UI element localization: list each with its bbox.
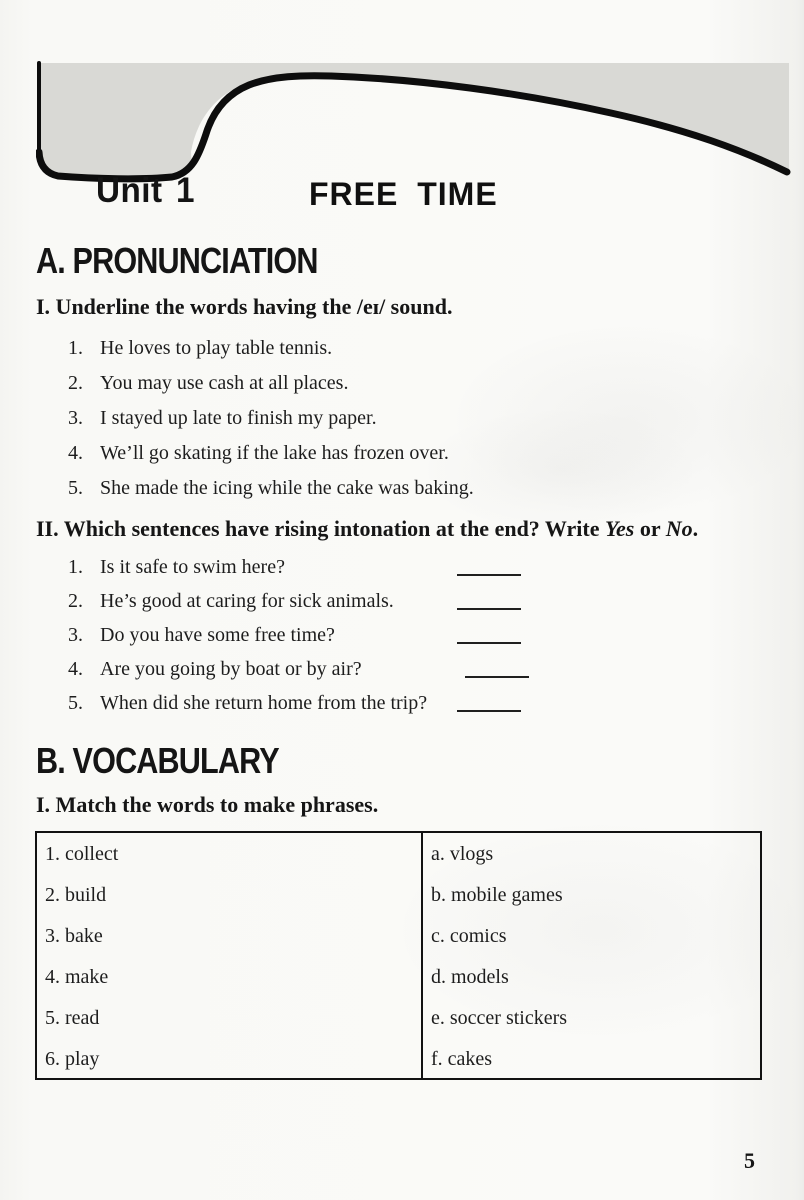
item-number: 1. (68, 337, 83, 359)
match-cell: 4. make (45, 966, 109, 988)
unit-title: FREE TIME (309, 176, 498, 212)
item-number: 5. (68, 477, 83, 499)
list-item (36, 443, 636, 464)
match-cell: 6. play (45, 1048, 100, 1070)
item-number: 4. (68, 658, 83, 680)
item-number: 2. (68, 590, 83, 612)
match-cell: d. models (431, 966, 509, 988)
exercise-a2-title (36, 516, 698, 541)
list-item (36, 478, 636, 499)
or-word: or (639, 516, 661, 541)
item-text: She made the icing while the cake was baking. (100, 477, 474, 499)
item-text: He loves to play table tennis. (100, 337, 333, 359)
list-item (36, 659, 636, 680)
match-cell: f. cakes (431, 1048, 493, 1070)
match-cell: 3. bake (45, 925, 103, 947)
exercise-a2-title-text: II. Which sentences have rising intonation at the end? Write (36, 516, 600, 541)
item-text: Are you going by boat or by air? (100, 658, 362, 680)
list-item (36, 625, 636, 646)
item-number: 3. (68, 407, 83, 429)
unit-label: Unit 1 (96, 171, 196, 210)
item-text: Is it safe to swim here? (100, 556, 285, 578)
match-cell: c. comics (431, 925, 507, 947)
match-cell: 1. collect (45, 843, 119, 865)
item-text: When did she return home from the trip? (100, 692, 428, 714)
item-text: You may use cash at all places. (100, 372, 349, 394)
item-number: 5. (68, 692, 83, 714)
yes-word: Yes (604, 516, 635, 541)
answer-blank (457, 591, 521, 610)
pronunciation-underline-list (36, 338, 636, 513)
match-cell: 5. read (45, 1007, 100, 1029)
list-item (36, 373, 636, 394)
match-cell: a. vlogs (431, 843, 494, 865)
list-item (36, 591, 636, 612)
item-number: 3. (68, 624, 83, 646)
match-table (35, 831, 762, 1080)
list-item (36, 408, 636, 429)
list-item (36, 338, 636, 359)
no-word: No (665, 516, 693, 541)
match-cell: 2. build (45, 884, 107, 906)
exercise-a1-title: I. Underline the words having the /eɪ/ sound. (36, 294, 453, 319)
list-item (36, 557, 636, 578)
item-number: 4. (68, 442, 83, 464)
exercise-b1-title: I. Match the words to make phrases. (36, 792, 379, 817)
match-right-column (423, 833, 760, 1078)
item-number: 1. (68, 556, 83, 578)
item-text: He’s good at caring for sick animals. (100, 590, 394, 612)
answer-blank (457, 625, 521, 644)
answer-blank (465, 659, 529, 678)
section-a-heading: A. PRONUNCIATION (36, 240, 318, 281)
answer-blank (457, 557, 521, 576)
item-number: 2. (68, 372, 83, 394)
match-cell: e. soccer stickers (431, 1007, 568, 1029)
item-text: I stayed up late to finish my paper. (100, 407, 377, 429)
item-text: Do you have some free time? (100, 624, 335, 646)
section-b-heading: B. VOCABULARY (36, 740, 279, 781)
title-period: . (692, 516, 699, 541)
intonation-question-list (36, 557, 636, 727)
match-left-column (37, 833, 423, 1078)
item-text: We’ll go skating if the lake has frozen over. (100, 442, 449, 464)
match-cell: b. mobile games (431, 884, 563, 906)
page-number: 5 (744, 1148, 755, 1173)
answer-blank (457, 693, 521, 712)
list-item (36, 693, 636, 714)
unit-banner (36, 60, 793, 212)
